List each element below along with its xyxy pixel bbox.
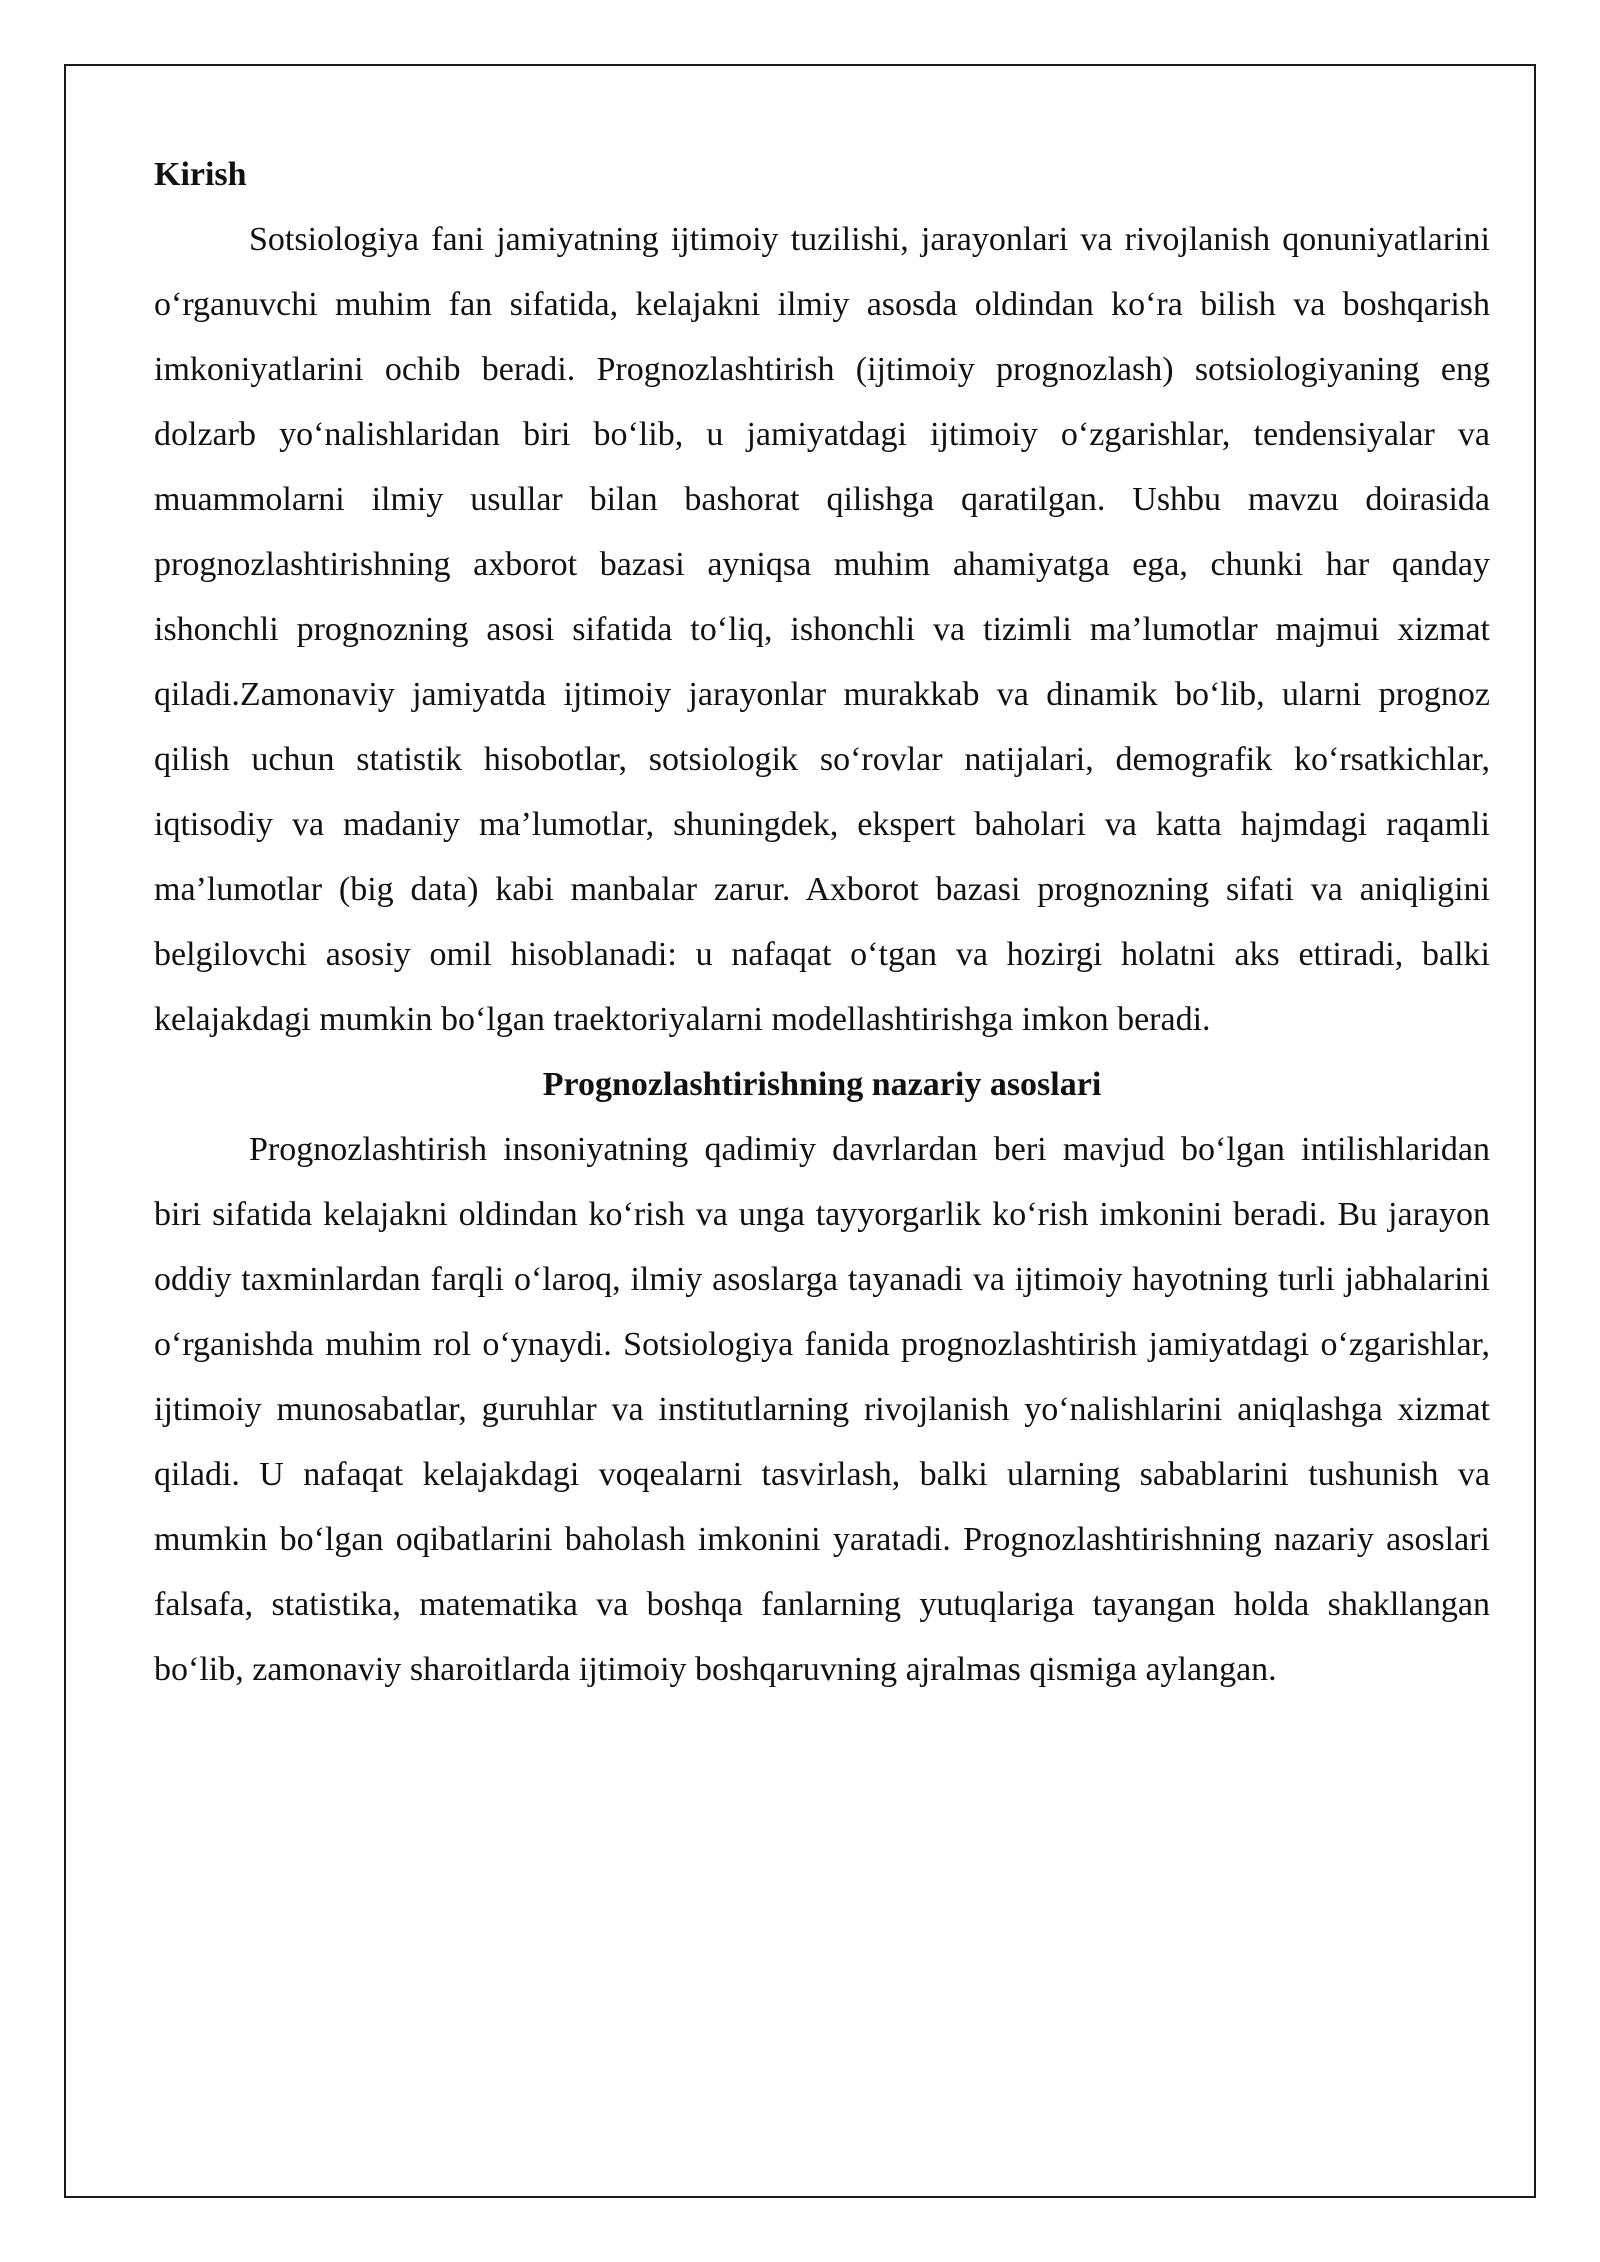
intro-heading: Kirish (154, 156, 247, 193)
intro-paragraph: Sotsiologiya fani jamiyatning ijtimoiy tuzilishi, jarayonlari va rivojlanish qonuniyatlarini o‘rganuvchi muhim fan sifatida, kelajakni ilmiy asosda oldindan ko‘ra bilish va boshqarish imkoniyatlarini ochib beradi. Prognozlashtirish (ijtimoiy prognozlash) sotsiologiyaning eng dolzarb yo‘nalishlaridan biri bo‘lib, u jamiyatdagi ijtimoiy o‘zgarishlar, tendensiyalar va muammolarni ilmiy usullar bilan bashorat qilishga qaratilgan. Ushbu mavzu doirasida prognozlashtirishning axborot bazasi ayniqsa muhim ahamiyatga ega, chunki har qanday ishonchli prognozning asosi sifatida to‘liq, ishonchli va tizimli ma’lumotlar majmui xizmat qiladi.Zamonaviy jamiyatda ijtimoiy jarayonlar murakkab va dinamik bo‘lib, ularni prognoz qilish uchun statistik hisobotlar, sotsiologik so‘rovlar natijalari, demografik ko‘rsatkichlar, iqtisodiy va madaniy ma’lumotlar, shuningdek, ekspert baholari va katta hajmdagi raqamli ma’lumotlar (big data) kabi manbalar zarur. Axborot bazasi prognozning sifati va aniqligini belgilovchi asosiy omil hisoblanadi: u nafaqat o‘tgan va hozirgi holatni aks ettiradi, balki kelajakdagi mumkin bo‘lgan traektoriyalarni modellashtirishga imkon beradi. (154, 221, 1490, 1038)
section-paragraph: Prognozlashtirish insoniyatning qadimiy davrlardan beri mavjud bo‘lgan intilishlaridan biri sifatida kelajakni oldindan ko‘rish va unga tayyorgarlik ko‘rish imkonini beradi. Bu jarayon oddiy taxminlardan farqli o‘laroq, ilmiy asoslarga tayanadi va ijtimoiy hayotning turli jabhalarini o‘rganishda muhim rol o‘ynaydi. Sotsiologiya fanida prognozlashtirish jamiyatdagi o‘zgarishlar, ijtimoiy munosabatlar, guruhlar va institutlarning rivojlanish yo‘nalishlarini aniqlashga xizmat qiladi. U nafaqat kelajakdagi voqealarni tasvirlash, balki ularning sabablarini tushunish va mumkin bo‘lgan oqibatlarini baholash imkonini yaratadi. Prognozlashtirishning nazariy asoslari falsafa, statistika, matematika va boshqa fanlarning yutuqlariga tayangan holda shakllangan bo‘lib, zamonaviy sharoitlarda ijtimoiy boshqaruvning ajralmas qismiga aylangan. (154, 1131, 1490, 1688)
document-body (154, 142, 1490, 1702)
section-heading: Prognozlashtirishning nazariy asoslari (542, 1066, 1102, 1103)
